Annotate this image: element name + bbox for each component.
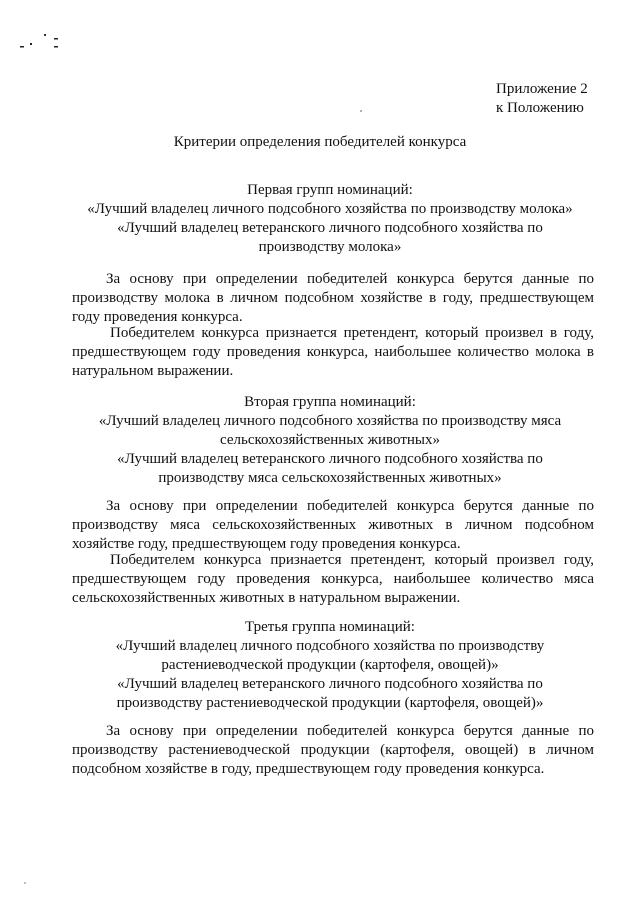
nomination-line: «Лучший владелец личного подсобного хозяйства по производству (115, 638, 545, 654)
nomination-group-3 (60, 618, 600, 713)
paragraph-line: подсобном хозяйстве в году, предшествующем году проведения конкурса. (72, 761, 545, 777)
scan-speck (24, 882, 26, 884)
nomination-line: производству мяса сельскохозяйственных животных» (158, 470, 502, 486)
paragraph-basis-3 (72, 722, 594, 779)
paragraph-basis-2 (72, 497, 594, 554)
nomination-line: «Лучший владелец ветеранского личного подсобного хозяйства по (117, 676, 543, 692)
paragraph-line: За основу при определении победителей конкурса берутся данные по (106, 498, 594, 514)
paragraph-basis-1 (72, 270, 594, 327)
nomination-line: производству молока» (258, 239, 402, 255)
group-heading: Первая групп номинаций: (247, 182, 413, 198)
nomination-group-2 (60, 393, 600, 488)
paragraph-line: предшествующем году проведения конкурса, наибольшее количество молока в (72, 344, 594, 360)
paragraph-line: сельскохозяйственных животных в натуральном выражении. (72, 590, 461, 606)
nomination-line: сельскохозяйственных животных» (220, 432, 440, 448)
nomination-line: «Лучший владелец личного подсобного хозяйства по производству мяса (98, 413, 562, 429)
group-heading: Третья группа номинаций: (245, 619, 415, 635)
nomination-line: «Лучший владелец ветеранского личного подсобного хозяйства по (117, 220, 543, 236)
document-title: Критерии определения победителей конкурса (173, 134, 467, 150)
paragraph-line: За основу при определении победителей конкурса берутся данные по (106, 271, 594, 287)
scan-speck (360, 110, 362, 112)
paragraph-winner-1 (72, 324, 594, 381)
appendix-line: Приложение 2 (496, 81, 588, 97)
appendix-line: к Положению (496, 100, 584, 116)
paragraph-line: производству молока в личном подсобном хозяйстве в году, предшествующем (72, 290, 594, 306)
nomination-line: «Лучший владелец личного подсобного хозяйства по производству молока» (87, 201, 573, 217)
paragraph-line: Победителем конкурса признается претендент, который произвел году, (110, 552, 594, 568)
paragraph-line: предшествующем году проведения конкурса, наибольшее количество мяса (72, 571, 594, 587)
appendix-reference (496, 80, 588, 118)
paragraph-line: хозяйстве году, предшествующем году проведения конкурса. (72, 536, 461, 552)
paragraph-line: году проведения конкурса. (72, 309, 243, 325)
nomination-group-1 (60, 181, 600, 257)
group-heading: Вторая группа номинаций: (244, 394, 416, 410)
paragraph-line: За основу при определении победителей конкурса берутся данные по (106, 723, 594, 739)
paragraph-line: производству растениеводческой продукции (картофеля, овощей) в личном (72, 742, 594, 758)
paragraph-line: Победителем конкурса признается претендент, который произвел в году, (110, 325, 594, 341)
nomination-line: «Лучший владелец ветеранского личного подсобного хозяйства по (117, 451, 543, 467)
nomination-line: растениеводческой продукции (картофеля, овощей)» (161, 657, 499, 673)
paragraph-line: натуральном выражении. (72, 363, 234, 379)
scan-marks (18, 32, 68, 54)
nomination-line: производству растениеводческой продукции (картофеля, овощей)» (116, 695, 544, 711)
paragraph-winner-2 (72, 551, 594, 608)
paragraph-line: производству мяса сельскохозяйственных животных в личном подсобном (72, 517, 594, 533)
